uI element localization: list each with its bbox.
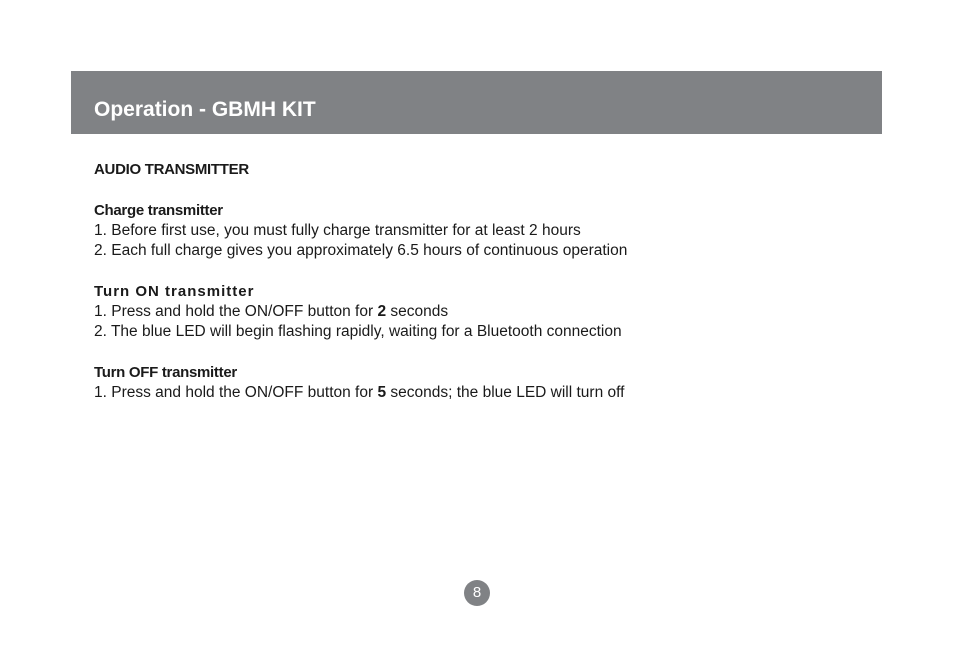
charge-step-1: 1. Before first use, you must fully charge transmitter for at least 2 hours bbox=[94, 222, 581, 239]
page-title: Operation - GBMH KIT bbox=[94, 98, 316, 121]
turn-off-step-1-suffix: seconds; the blue LED will turn off bbox=[386, 384, 625, 401]
turn-on-heading: Turn ON transmitter bbox=[94, 283, 255, 300]
turn-on-step-1 bbox=[94, 302, 874, 322]
turn-on-seconds-value: 2 bbox=[377, 303, 387, 320]
turn-on-step-1-suffix: seconds bbox=[386, 303, 449, 320]
header-bar bbox=[71, 71, 882, 134]
section-title: AUDIO TRANSMITTER bbox=[94, 161, 249, 178]
turn-off-heading: Turn OFF transmitter bbox=[94, 364, 237, 381]
turn-off-step-1 bbox=[94, 383, 874, 403]
page-number-badge: 8 bbox=[464, 580, 490, 606]
turn-off-step-1-text: 1. Press and hold the ON/OFF button for bbox=[94, 384, 378, 401]
turn-on-section bbox=[94, 282, 874, 342]
turn-off-seconds-value: 5 bbox=[377, 384, 387, 401]
turn-on-step-1-text: 1. Press and hold the ON/OFF button for bbox=[94, 303, 378, 320]
turn-on-step-2: 2. The blue LED will begin flashing rapidly, waiting for a Bluetooth connection bbox=[94, 323, 622, 340]
charge-section bbox=[94, 201, 874, 261]
charge-step-2: 2. Each full charge gives you approximately 6.5 hours of continuous operation bbox=[94, 242, 628, 259]
content-area bbox=[94, 160, 874, 403]
turn-off-section bbox=[94, 363, 874, 403]
charge-heading: Charge transmitter bbox=[94, 202, 223, 219]
